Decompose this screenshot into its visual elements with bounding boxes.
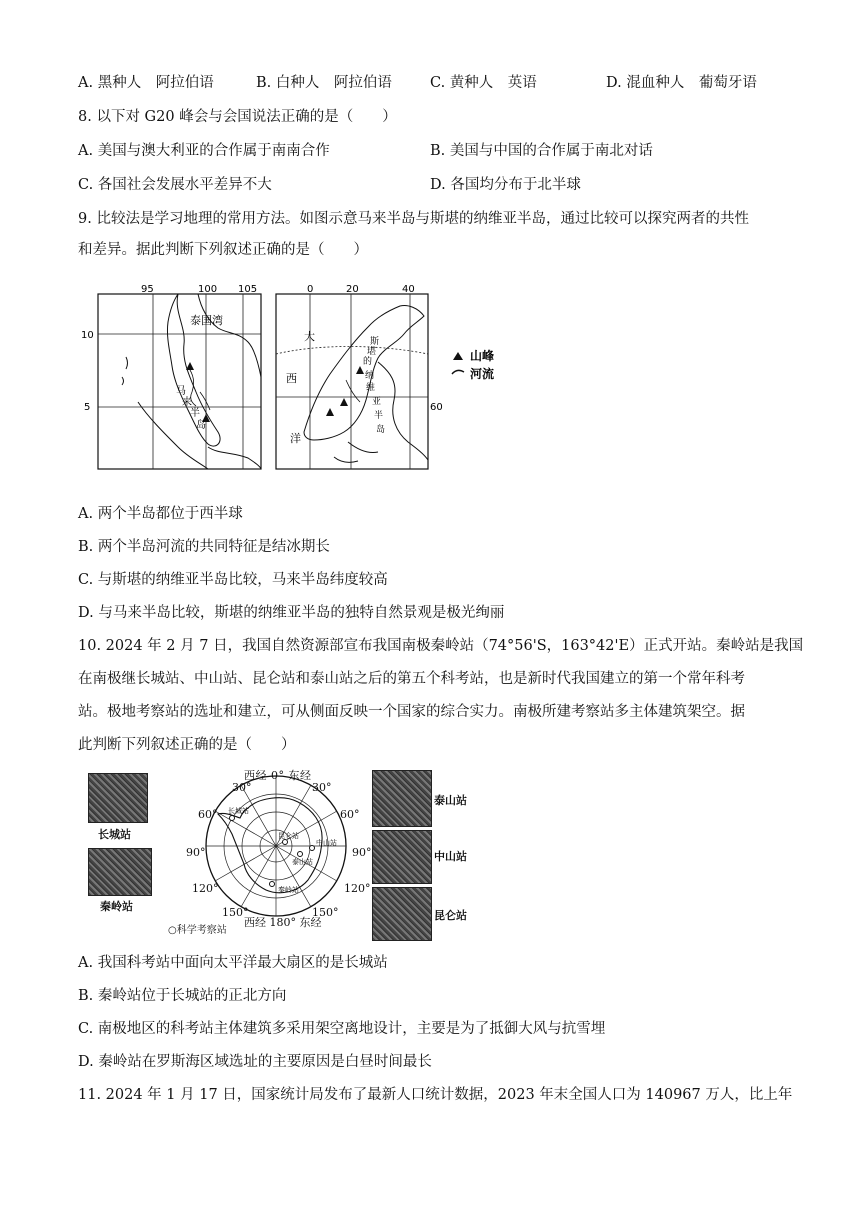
lon-label: 30° [312, 781, 332, 794]
lat-label-10: 10 [81, 330, 94, 341]
lon-label-40: 40 [402, 284, 415, 295]
taishan-station-photo [372, 770, 432, 827]
peninsula-char: 岛 [196, 420, 206, 431]
lon-label-105: 105 [238, 284, 258, 295]
q11-stem-line1: 11. 2024 年 1 月 17 日，国家统计局发布了最新人口统计数据，2023 年末全国人口为 140967 万人，比上年 [78, 1087, 793, 1103]
lon-label-95: 95 [141, 284, 154, 295]
polar-map-top-label: 西经 0° 东经 [244, 769, 312, 782]
q10-option-b: B. 秦岭站位于长城站的正北方向 [78, 988, 287, 1004]
ocean-char: 洋 [290, 432, 301, 445]
qinling-station-photo [88, 848, 152, 896]
kunlun-station-caption: 昆仑站 [434, 909, 467, 922]
gulf-of-thailand-label: 泰国湾 [190, 314, 223, 327]
taishan-station-caption: 泰山站 [434, 794, 467, 807]
q7-option-a: A. 黑种人 阿拉伯语 [78, 75, 214, 91]
peninsula-char: 来 [182, 397, 192, 408]
q7-option-b: B. 白种人 阿拉伯语 [256, 75, 392, 91]
q8-option-a: A. 美国与澳大利亚的合作属于南南合作 [78, 143, 330, 159]
peninsula-char: 半 [190, 408, 200, 419]
lon-label: 120° [344, 882, 371, 895]
q8-option-b: B. 美国与中国的合作属于南北对话 [430, 143, 653, 159]
kunlun-station-photo [372, 887, 432, 941]
q9-option-d: D. 与马来半岛比较，斯堪的纳维亚半岛的独特自然景观是极光绚丽 [78, 605, 505, 621]
scandinavia-char: 亚 [372, 397, 382, 407]
peninsula-char: 马 [176, 386, 186, 397]
scandinavia-char: 纳 [365, 371, 375, 381]
legend-river-label: 河流 [470, 367, 495, 381]
ocean-char: 西 [286, 372, 297, 385]
lon-label: 60° [340, 808, 360, 821]
legend-mountain-label: 山峰 [470, 349, 495, 363]
scandinavia-char: 堪 [367, 347, 377, 357]
q10-option-d: D. 秦岭站在罗斯海区域选址的主要原因是白昼时间最长 [78, 1054, 432, 1070]
river-icon [452, 370, 464, 374]
q8-stem: 8. 以下对 G20 峰会与会国说法正确的是（ ） [78, 109, 397, 125]
q8-option-d: D. 各国均分布于北半球 [430, 177, 581, 193]
scandinavia-char: 斯 [370, 337, 380, 347]
lat-label-60: 60 [430, 402, 443, 413]
lon-label-20: 20 [346, 284, 359, 295]
peninsula-comparison-map [78, 282, 518, 482]
scandinavia-char: 半 [374, 411, 384, 421]
q10-stem-line3: 站。极地考察站的选址和建立，可从侧面反映一个国家的综合实力。南极所建考察站多主体建筑架空。据 [78, 704, 745, 720]
ocean-char: 大 [304, 330, 315, 343]
zhongshan-station-caption: 中山站 [434, 850, 467, 863]
q10-stem-line2: 在南极继长城站、中山站、昆仑站和泰山站之后的第五个科考站，也是新时代我国建立的第一个常年科考 [78, 671, 745, 687]
lon-label: 30° [232, 781, 252, 794]
scandinavia-char: 维 [366, 383, 376, 393]
map-station-label: 长城站 [228, 807, 249, 815]
scandinavia-char: 岛 [376, 425, 386, 435]
map-station-label: 中山站 [316, 839, 337, 847]
lon-label: 150° [222, 906, 249, 919]
lon-label: 150° [312, 906, 339, 919]
scandinavia-char: 的 [363, 357, 373, 367]
lon-label: 90° [186, 846, 206, 859]
mountain-peak-icon [453, 352, 463, 360]
malay-peninsula-map [98, 294, 261, 469]
station-legend: ○科学考察站 [168, 925, 227, 936]
changcheng-station-photo [88, 773, 148, 823]
q7-option-c: C. 黄种人 英语 [430, 75, 537, 91]
q9-option-a: A. 两个半岛都位于西半球 [78, 506, 243, 522]
q9-option-c: C. 与斯堪的纳维亚半岛比较，马来半岛纬度较高 [78, 572, 388, 588]
zhongshan-station-photo [372, 830, 432, 884]
q9-stem-line2: 和差异。据此判断下列叙述正确的是（ ） [78, 242, 368, 258]
qinling-station-caption: 秦岭站 [100, 900, 133, 913]
lat-label-5: 5 [84, 402, 91, 413]
map-station-label: 昆仑站 [278, 832, 299, 840]
map-station-label: 秦岭站 [278, 886, 299, 894]
lon-label: 60° [198, 808, 218, 821]
lon-label-100: 100 [198, 284, 218, 295]
q10-option-a: A. 我国科考站中面向太平洋最大扇区的是长城站 [78, 955, 388, 971]
polar-map-bottom-label: 西经 180° 东经 [244, 916, 322, 929]
lon-label: 90° [352, 846, 372, 859]
changcheng-station-caption: 长城站 [98, 828, 131, 841]
q10-stem-line1: 10. 2024 年 2 月 7 日，我国自然资源部宣布我国南极秦岭站（74°56'S，163°42'E）正式开站。秦岭站是我国 [78, 638, 804, 654]
lon-label-0: 0 [307, 284, 314, 295]
q10-option-c: C. 南极地区的科考站主体建筑多采用架空离地设计，主要是为了抵御大风与抗雪埋 [78, 1021, 606, 1037]
q9-stem-line1: 9. 比较法是学习地理的常用方法。如图示意马来半岛与斯堪的纳维亚半岛，通过比较可以探究两者的共性 [78, 211, 749, 227]
q8-option-c: C. 各国社会发展水平差异不大 [78, 177, 272, 193]
map-station-label: 泰山站 [292, 858, 313, 866]
q9-option-b: B. 两个半岛河流的共同特征是结冰期长 [78, 539, 330, 555]
lon-label: 120° [192, 882, 219, 895]
q7-option-d: D. 混血种人 葡萄牙语 [606, 75, 757, 91]
q10-stem-line4: 此判断下列叙述正确的是（ ） [78, 737, 296, 753]
